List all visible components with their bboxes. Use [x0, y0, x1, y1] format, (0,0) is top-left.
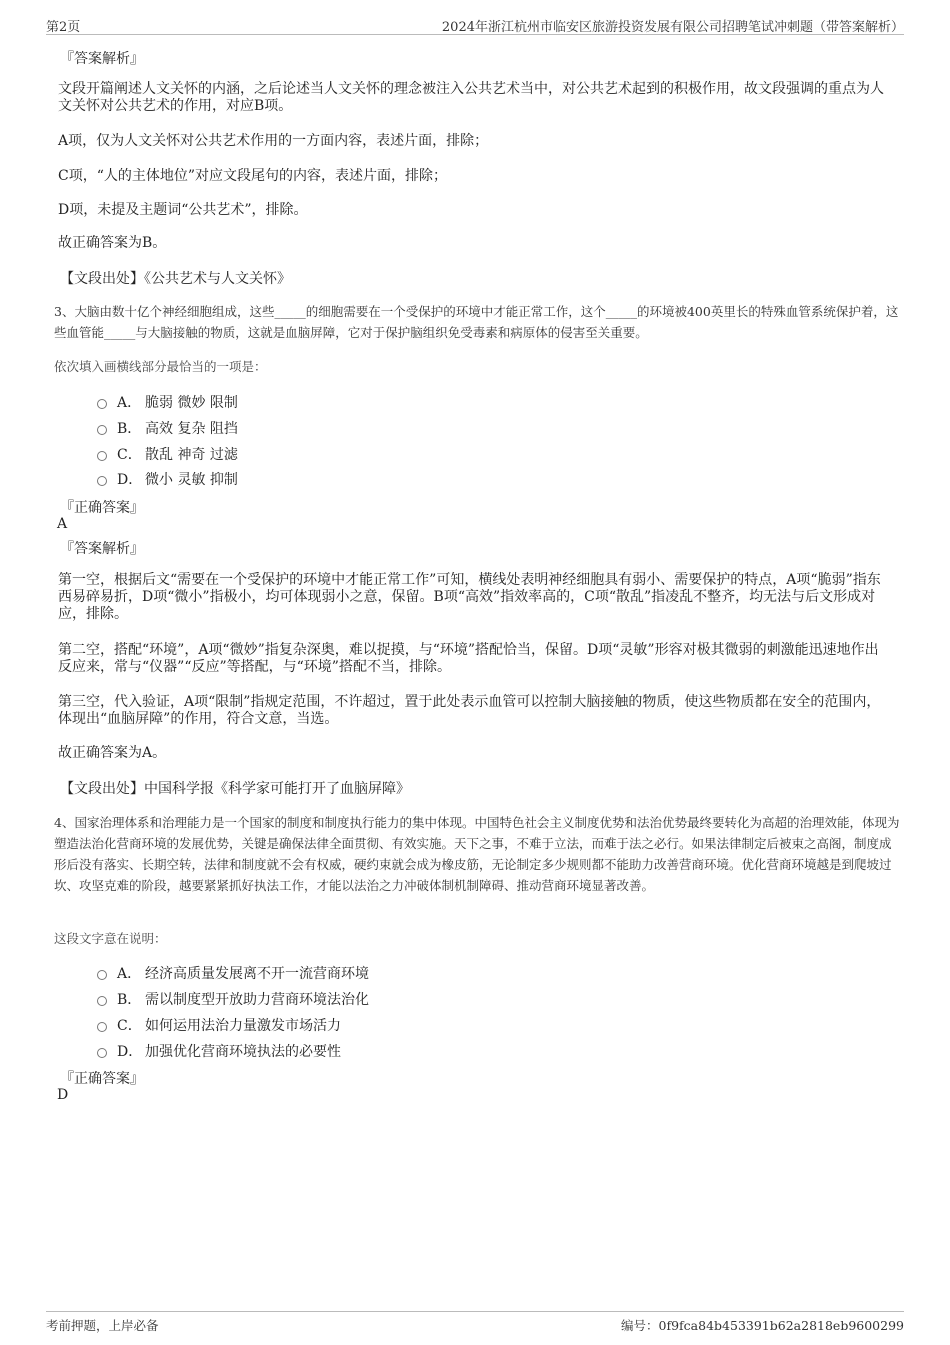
radio-icon[interactable]	[97, 476, 107, 486]
q4-option-c[interactable]	[97, 1015, 341, 1035]
q4-answer-tag: 『正确答案』	[60, 1071, 144, 1087]
option-letter: B．	[117, 992, 142, 1008]
q3-explain-tag: 『答案解析』	[60, 541, 144, 557]
q2-explain-conclusion: 故正确答案为B。	[58, 235, 167, 251]
radio-icon[interactable]	[97, 399, 107, 409]
q4-option-d[interactable]	[97, 1041, 341, 1061]
q3-option-d[interactable]	[97, 469, 238, 489]
radio-icon[interactable]	[97, 996, 107, 1006]
q3-explain-conclusion: 故正确答案为A。	[58, 745, 167, 761]
option-text: 需以制度型开放助力营商环境法治化	[145, 992, 369, 1008]
option-letter: D．	[117, 1044, 143, 1060]
radio-icon[interactable]	[97, 970, 107, 980]
q4-question-text: 4、国家治理体系和治理能力是一个国家的制度和制度执行能力的集中体现。中国特色社会主义制度优势和法治优势最终要转化为高超的治理效能，体现为塑造法治化营商环境的发展优势，关键是确保法律全面贯彻、有效实施。天下之事，不难于立法，而难于法之必行。如果法律制定后被束之高阁，制度成形后没有落实、长期空转，法律和制度就不会有权威，硬约束就会成为橡皮筋，无论制定多少规则都不能助力改善营商环境。优化营商环境越是到爬坡过坎、攻坚克难的阶段，越要紧紧抓好执法工作，才能以法治之力冲破体制机制障碍、推动营商环境显著改善。	[54, 815, 900, 893]
option-letter: A．	[117, 966, 142, 982]
option-text: 经济高质量发展离不开一流营商环境	[145, 966, 369, 982]
page-footer	[46, 1311, 904, 1336]
document-id: 编号：0f9fca84b453391b62a2818eb9600299	[621, 1318, 904, 1333]
radio-icon[interactable]	[97, 1048, 107, 1058]
option-letter: D．	[117, 472, 143, 488]
page-header	[46, 14, 904, 35]
q4-answer: D	[57, 1087, 69, 1103]
footer-slogan: 考前押题，上岸必备	[46, 1318, 159, 1333]
option-text: 如何运用法治力量激发市场活力	[145, 1018, 341, 1034]
q2-explain-tag: 『答案解析』	[60, 51, 144, 67]
q3-explain-paragraph-3: 第三空，代入验证，A项“限制”指规定范围，不许超过，置于此处表示血管可以控制大脑接触的物质，使这些物质都在安全的范围内，体现出“血脑屏障”的作用，符合文意，当选。	[58, 694, 881, 727]
option-text: 散乱 神奇 过滤	[145, 447, 238, 463]
q3-answer: A	[57, 516, 68, 532]
option-letter: A．	[117, 395, 142, 411]
radio-icon[interactable]	[97, 425, 107, 435]
q3-prompt: 依次填入画横线部分最恰当的一项是：	[54, 359, 267, 374]
q2-explain-paragraph-1: 文段开篇阐述人文关怀的内涵，之后论述当人文关怀的理念被注入公共艺术当中，对公共艺术起到的积极作用，故文段强调的重点为人文关怀对公共艺术的作用，对应B项。	[58, 81, 884, 114]
q3-option-b[interactable]	[97, 418, 238, 438]
q3-explain-paragraph-2: 第二空，搭配“环境”，A项“微妙”指复杂深奥，难以捉摸，与“环境”搭配恰当，保留。D项“灵敏”形容对极其微弱的刺激能迅速地作出反应来，常与“仪器”“反应”等搭配，与“环境”搭配不当，排除。	[58, 642, 879, 675]
option-letter: C．	[117, 1018, 142, 1034]
q4-option-b[interactable]	[97, 989, 369, 1009]
radio-icon[interactable]	[97, 451, 107, 461]
q3-answer-tag: 『正确答案』	[60, 500, 144, 516]
option-text: 加强优化营商环境执法的必要性	[145, 1044, 341, 1060]
option-letter: B．	[117, 421, 142, 437]
document-title: 2024年浙江杭州市临安区旅游投资发展有限公司招聘笔试冲刺题（带答案解析）	[441, 20, 904, 35]
page-number: 第2页	[46, 20, 81, 35]
q3-source: 【文段出处】中国科学报《科学家可能打开了血脑屏障》	[60, 781, 410, 797]
radio-icon[interactable]	[97, 1022, 107, 1032]
q3-option-c[interactable]	[97, 444, 238, 464]
q4-prompt: 这段文字意在说明：	[54, 931, 167, 946]
option-text: 脆弱 微妙 限制	[145, 395, 238, 411]
q2-explain-paragraph-2: A项，仅为人文关怀对公共艺术作用的一方面内容，表述片面，排除；	[58, 133, 489, 149]
q3-question-text: 3、大脑由数十亿个神经细胞组成，这些_____的细胞需要在一个受保护的环境中才能正常工作，这个_____的环境被400英里长的特殊血管系统保护着，这些血管能_____与大脑接触的物质，这就是血脑屏障，它对于保护脑组织免受毒素和病原体的侵害至关重要。	[54, 304, 899, 340]
option-text: 微小 灵敏 抑制	[145, 472, 238, 488]
q4-option-a[interactable]	[97, 963, 369, 983]
q2-explain-paragraph-3: C项，“人的主体地位”对应文段尾句的内容，表述片面，排除；	[58, 168, 448, 184]
q3-option-a[interactable]	[97, 392, 238, 412]
q2-explain-paragraph-4: D项，未提及主题词“公共艺术”，排除。	[58, 202, 308, 218]
q3-explain-paragraph-1: 第一空，根据后文“需要在一个受保护的环境中才能正常工作”可知，横线处表明神经细胞具有弱小、需要保护的特点，A项“脆弱”指东西易碎易折，D项“微小”指极小，均可体现弱小之意，保留。B项“高效”指效率高的，C项“散乱”指凌乱不整齐，均无法与后文形成对应，排除。	[58, 572, 881, 622]
q2-source: 【文段出处】《公共艺术与人文关怀》	[60, 271, 291, 287]
option-letter: C．	[117, 447, 142, 463]
option-text: 高效 复杂 阻挡	[145, 421, 238, 437]
